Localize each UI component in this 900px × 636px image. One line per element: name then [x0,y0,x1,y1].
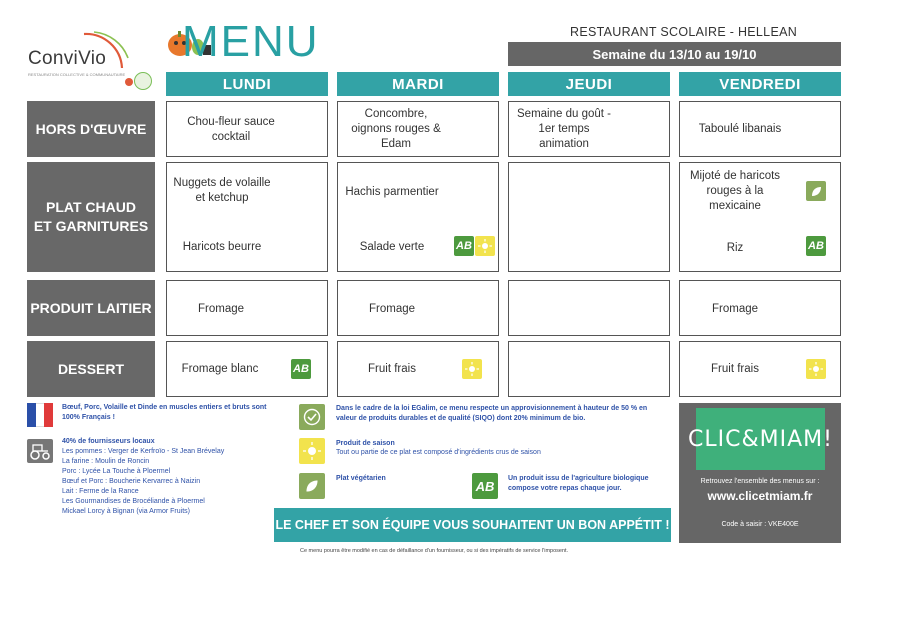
row-label-hors-doeuvre: HORS D'ŒUVRE [27,101,155,157]
row-label-dessert: DESSERT [27,341,155,397]
row-label-plat-line1: PLAT CHAUD [46,199,136,215]
cell-vendredi-plat [679,162,841,272]
list-item: Les pommes : Verger de Kerfroïo - St Jean Brévelay [62,448,225,455]
organic-ab-icon: AB [291,359,311,379]
dish-text: Fruit frais [368,363,416,375]
disclaimer: Ce menu pourra être modifié en cas de défaillance d'un fournisseur, ou si des impératifs de service l'imposent. [300,548,569,554]
dish-text: Nuggets de volaille et ketchup [173,177,271,204]
organic-ab-icon: AB [806,236,826,256]
dish-text: Fromage [711,303,759,315]
restaurant-name: RESTAURANT SCOLAIRE - HELLEAN [570,25,798,39]
clicmiam-tagline: Retrouvez l'ensemble des menus sur : [700,478,820,485]
clicmiam-url-link[interactable]: www.clicetmiam.fr [707,489,813,503]
cell-jeudi-hors-doeuvre [508,101,670,157]
list-item: Les Gourmandises de Brocéliande à Ploermel [62,498,205,505]
organic-ab-icon: AB [472,473,498,499]
vegetarian-title: Plat végétarien [336,475,386,482]
local-suppliers-title: 40% de fournisseurs locaux [62,438,155,445]
logo-name: ConviVio [28,48,107,69]
cell-vendredi-dessert [679,341,841,397]
cell-jeudi-dessert [508,341,670,397]
clicmiam-logo: CLIC&MIAM! [696,408,825,470]
list-item: Mickael Lorcy à Bignan (via Armor Fruits) [62,508,190,515]
eco-badge-icon [134,72,152,90]
garnish-text: Salade verte [359,241,425,253]
garnish-text: Haricots beurre [182,241,262,253]
egalim-note: Dans le cadre de la loi EGalim, ce menu respecte un approvisionnement à hauteur de 50 % en valeur de produits durables et de qualité (SIQO) dont 20% minimum de bio. [336,405,648,422]
day-header-mardi: MARDI [337,72,499,96]
row-label-plat-chaud [27,162,155,272]
origin-note: Bœuf, Porc, Volaille et Dinde en muscles entiers et bruts sont 100% Français ! [62,404,267,421]
organic-ab-icon: AB [454,236,474,256]
list-item: Lait : Ferme de la Rance [62,488,139,495]
tractor-icon [27,439,53,463]
row-label-produit-laitier: PRODUIT LAITIER [27,280,155,336]
week-banner: Semaine du 13/10 au 19/10 [508,42,841,66]
cell-jeudi-plat [508,162,670,272]
page-title: MENU [182,17,320,66]
saison-text: Tout ou partie de ce plat est composé d'ingrédients crus de saison [336,449,541,456]
cell-vendredi-laitier [679,280,841,336]
cell-lundi-laitier [166,280,328,336]
convivio-logo [24,28,134,92]
check-egalim-icon [299,404,325,430]
cell-mardi-plat [337,162,499,272]
dish-text: Concombre, oignons rouges & Edam [351,108,441,150]
dish-text: Taboulé libanais [698,123,782,135]
cell-mardi-hors-doeuvre [337,101,499,157]
cell-vendredi-hors-doeuvre [679,101,841,157]
chef-banner: LE CHEF ET SON ÉQUIPE VOUS SOUHAITENT UN BON APPÉTIT ! [274,508,671,542]
local-suppliers-list [62,447,272,517]
sun-seasonal-icon [462,359,482,379]
cell-lundi-hors-doeuvre [166,101,328,157]
dish-text: Semaine du goût - 1er temps animation [517,108,611,150]
day-header-lundi: LUNDI [166,72,328,96]
dish-text: Mijoté de haricots rouges à la mexicaine [689,170,781,212]
saison-title: Produit de saison [336,440,395,447]
dish-text: Chou-fleur sauce cocktail [187,116,275,143]
access-code: Code à saisir : VKE400E [721,521,799,528]
leaf-vegetarian-icon [299,473,325,499]
dish-text: Fromage [197,303,245,315]
dish-text: Hachis parmentier [345,186,439,198]
day-header-jeudi: JEUDI [508,72,670,96]
clicmiam-panel [679,403,841,543]
row-label-plat-line2: ET GARNITURES [33,218,149,234]
day-header-vendredi: VENDREDI [679,72,841,96]
cell-jeudi-laitier [508,280,670,336]
dish-text: Fromage [368,303,416,315]
logo-tagline: RESTAURATION COLLECTIVE & COMMUNAUTAIRE [28,72,126,77]
list-item: La farine : Moulin de Roncin [62,458,150,465]
sun-seasonal-icon [299,438,325,464]
cell-mardi-dessert [337,341,499,397]
french-flag-icon [27,403,53,427]
dish-text: Fruit frais [711,363,759,375]
dish-text: Fromage blanc [181,363,259,375]
garnish-text: Riz [726,242,744,254]
cell-mardi-laitier [337,280,499,336]
list-item: Porc : Lycée La Touche à Ploermel [62,468,171,475]
sun-seasonal-icon [475,236,495,256]
sun-seasonal-icon [806,359,826,379]
cell-lundi-dessert [166,341,328,397]
list-item: Bœuf et Porc : Boucherie Kervarrec à Naizin [62,478,201,485]
leaf-vegetarian-icon [806,181,826,201]
bio-note: Un produit issu de l'agriculture biologique compose votre repas chaque jour. [508,475,649,492]
cell-lundi-plat [166,162,328,272]
